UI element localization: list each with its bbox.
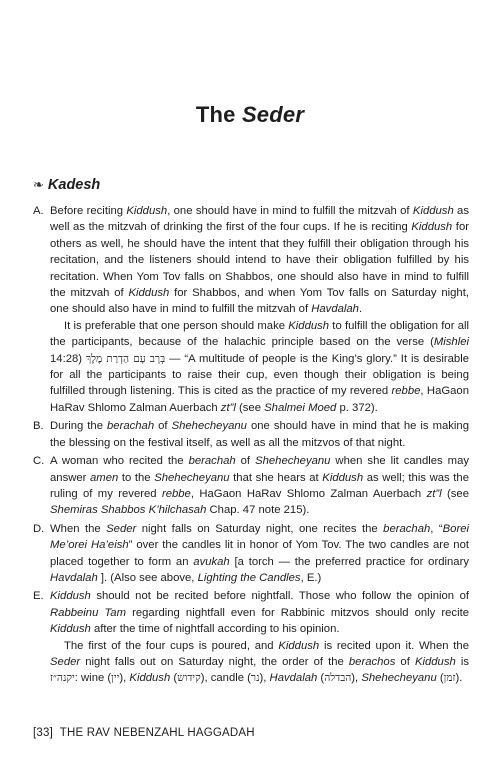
italic-term: Havdalah [311,303,359,316]
list-item [33,588,469,686]
italic-term: berachah [107,420,155,433]
section-heading [33,177,100,193]
italic-term: Seder [106,522,137,535]
paragraph [50,318,469,416]
italic-term: Shehecheyanu [154,471,230,484]
text-run: The first of the four cups is poured, and [64,639,279,652]
hebrew-text: יקנה״ז [50,672,75,685]
italic-term: Borei Me’orei Ha’eish [50,522,470,552]
italic-term: Havdalah [50,571,98,584]
paragraph [50,638,469,687]
text-run: , “ [430,522,443,535]
text-run: for others as well, he should have the intent that they fulfill their obligation through his recitation, and the listeners should intend to have their obligation fulfilled by his recitation. When Yom Tov falls on Shabbos, one should also have in mind to fulfill the mitzvah of [50,221,469,300]
title-emphasis: Seder [241,102,305,127]
italic-term: berachah [188,455,236,468]
italic-term: Seder [50,655,81,668]
text-run: ), [351,672,362,685]
text-run: to the [118,471,155,484]
text-run: ” over the candles lit in honor of Yom Tov. The two candles are not placed together to form an [50,539,470,568]
text-run: When the [50,522,107,535]
text-run: night falls on Saturday night, one recites the [136,522,384,535]
text-run: regarding nightfall even for Rabbinic mitzvos should only recite [126,606,470,619]
item-marker: D. [33,522,45,535]
text-run: — “A multitude of people is the King’s glory.” It is desirable for all the participants to raise their cup, even though their obligation is being fulfilled through listening. This is cited as the practice of my revered [50,352,469,398]
text-run: , E.) [300,571,322,584]
italic-term: Kiddush [288,319,330,332]
italic-term: Kiddush [322,471,364,484]
title-prefix: The [195,102,236,127]
italic-term: rebbe [161,487,191,500]
text-run: for Shabbos, and when Yom Tov falls on Saturday night, one should also have in mind to fulfill the mitzvah of [50,287,469,316]
text-run: 14:28) [50,352,86,365]
italic-term: Kiddush [411,221,453,234]
body-text [33,203,469,689]
text-run: Chap. 47 note 215). [206,504,310,517]
text-run: ( [170,672,178,685]
text-run: is [455,655,469,668]
italic-term: Kiddush [128,287,170,300]
paragraph [50,521,469,587]
italic-term: Kiddush [414,655,456,668]
italic-term: Shehecheyanu [255,455,331,468]
italic-term: Shemiras Shabbos K’hilchasah [50,504,207,517]
text-run: : wine ( [74,672,112,685]
italic-term: rebbe [391,385,421,398]
text-run: that she hears at [229,471,323,484]
italic-term: Shehecheyanu [171,420,247,433]
list-item [33,203,469,416]
text-run: should not be recited before nightfall. Those who follow the opinion of [90,590,469,603]
text-run: . [358,303,363,316]
italic-term: Havdalah [269,672,318,685]
text-run: to fulfill the obligation for all the participants, because of the halachic principle based on the verse ( [50,319,469,349]
italic-term: Kiddush [50,623,91,636]
fleuron-icon: ❧ [33,177,44,192]
text-run: ( [317,672,325,685]
text-run: is recited upon it. When the [319,639,469,652]
book-title: THE RAV NEBENZAHL HAGGADAH [59,727,255,739]
page-number: [33] [33,727,53,739]
text-run: of [154,420,172,433]
text-run: as well as the mitzvah of drinking the first of the four cups. If he is reciting [50,205,469,234]
italic-term: berachah [383,522,431,535]
text-run: Before reciting [50,205,127,217]
italic-term: Shalmei Moed [264,401,337,414]
italic-term: Mishlei [433,336,469,349]
italic-term: Kiddush [278,639,320,652]
italic-term: Kiddush [412,205,454,217]
paragraph [50,418,469,451]
italic-term: avukah [193,555,230,568]
text-run: (see [441,487,469,500]
hebrew-text: יין [111,672,120,685]
italic-term: Kiddush [126,205,168,217]
hebrew-text: זמן [443,672,456,685]
item-marker: E. [33,590,44,603]
italic-term: Kiddush [50,590,91,603]
text-run: [a torch — the preferred practice for ordinary [229,555,469,568]
page-title [0,102,500,128]
text-run: as well; this was the ruling of my revered [50,471,469,500]
paragraph [50,203,469,318]
item-marker: A. [33,205,44,217]
text-run: ]. (Also see above, [97,571,198,584]
italic-term: Lighting the Candles [197,571,301,584]
text-run: ), [259,672,270,685]
item-marker: B. [33,420,44,433]
text-run: , HaGaon HaRav Shlomo Zalman Auerbach [50,385,469,414]
text-run: During the [50,420,108,433]
text-run: ). [455,672,463,685]
text-run: , HaGaon HaRav Shlomo Zalman Auerbach [190,487,427,500]
text-run: ), [119,672,130,685]
paragraph [50,453,469,519]
text-run: A woman who recited the [50,455,189,468]
hebrew-text: הבדלה [324,672,352,685]
page-footer [33,727,255,739]
text-run: one should have in mind that he is making the blessing on the festival itself, as well as all the mitzvos of that night. [50,420,469,449]
italic-term: Kiddush [129,672,171,685]
hebrew-text: נר [250,672,260,685]
item-marker: C. [33,455,45,468]
italic-term: zt”l [220,401,236,414]
list-item [33,418,469,451]
italic-term: berachos [348,655,396,668]
text-run: ( [436,672,444,685]
text-run: (see [235,401,265,414]
section-label: Kadesh [47,177,101,193]
list-item [33,453,469,519]
italic-term: zt”l [426,487,442,500]
hebrew-text: בְּרָב עָם הַדְרַת מֶלֶךְ [85,352,166,365]
text-run: of [395,655,415,668]
text-run: after the time of nightfall according to his opinion. [90,623,340,636]
text-run: night falls out on Saturday night, the order of the [80,655,349,668]
text-run: when she lit candles may answer [50,455,470,484]
text-run: It is preferable that one person should make [64,319,289,332]
hebrew-text: קידוש [177,672,201,685]
italic-term: Shehecheyanu [361,672,437,685]
text-run: of [235,455,256,468]
paragraph [50,588,469,637]
text-run: ), candle ( [200,672,251,685]
text-run: , one should have in mind to fulfill the mitzvah of [167,205,413,217]
list-item [33,521,469,587]
italic-term: amen [90,471,119,484]
italic-term: Rabbeinu Tam [50,606,127,619]
text-run: p. 372). [336,401,378,414]
